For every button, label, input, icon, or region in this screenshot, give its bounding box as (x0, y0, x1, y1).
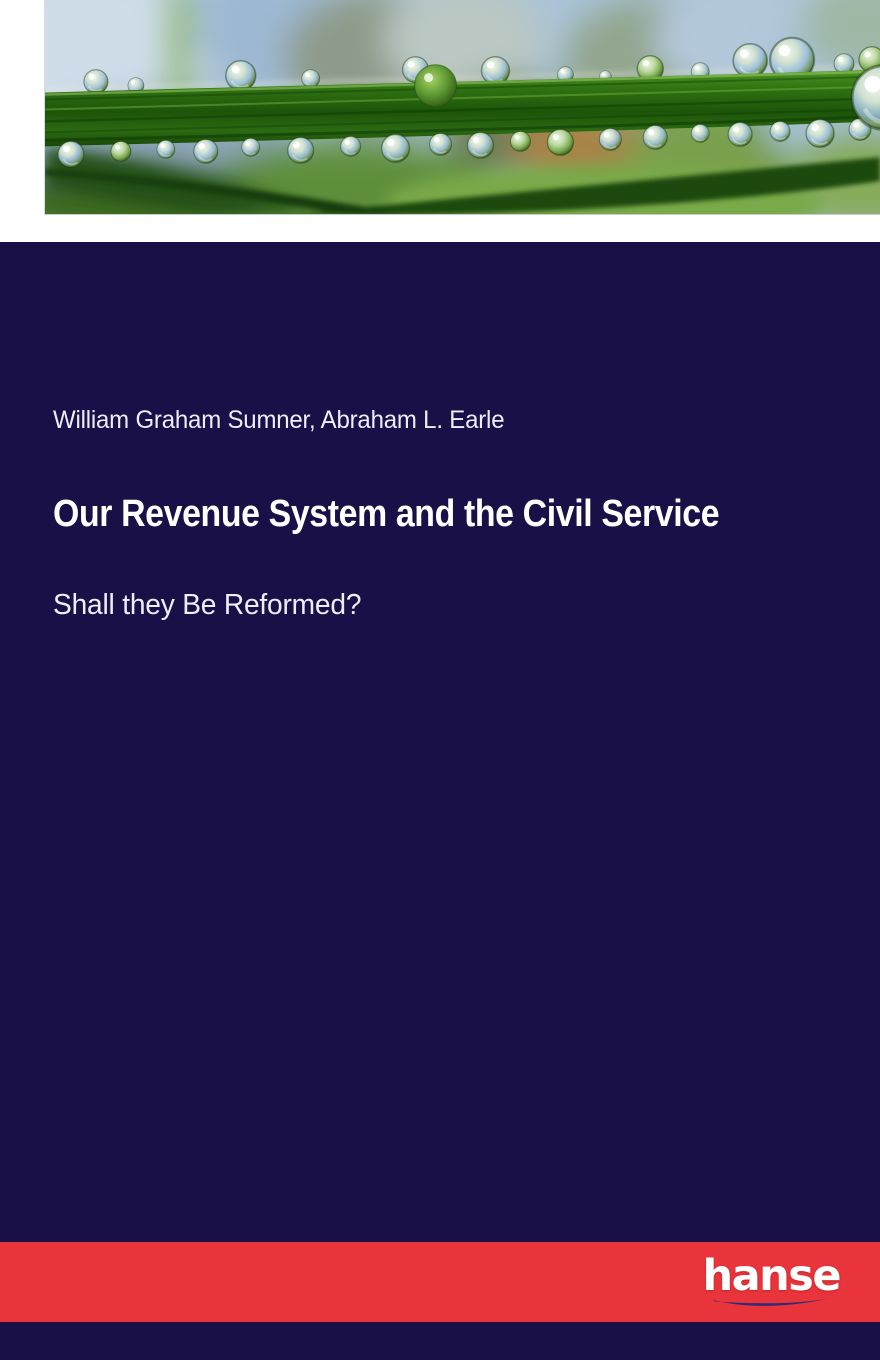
logo-swoosh-icon (710, 1295, 832, 1309)
publisher-logo-text: hanse (702, 1251, 840, 1301)
publisher-band (0, 1242, 880, 1322)
grass-dew-photo-illustration (45, 0, 880, 214)
book-title: Our Revenue System and the Civil Service (53, 493, 720, 535)
bottom-strip (0, 1322, 880, 1360)
author-names: William Graham Sumner, Abraham L. Earle (53, 406, 505, 434)
cover-photo-strip (0, 0, 880, 242)
publisher-logo (702, 1251, 841, 1309)
cover-photo (44, 0, 880, 215)
book-subtitle: Shall they Be Reformed? (53, 589, 362, 621)
